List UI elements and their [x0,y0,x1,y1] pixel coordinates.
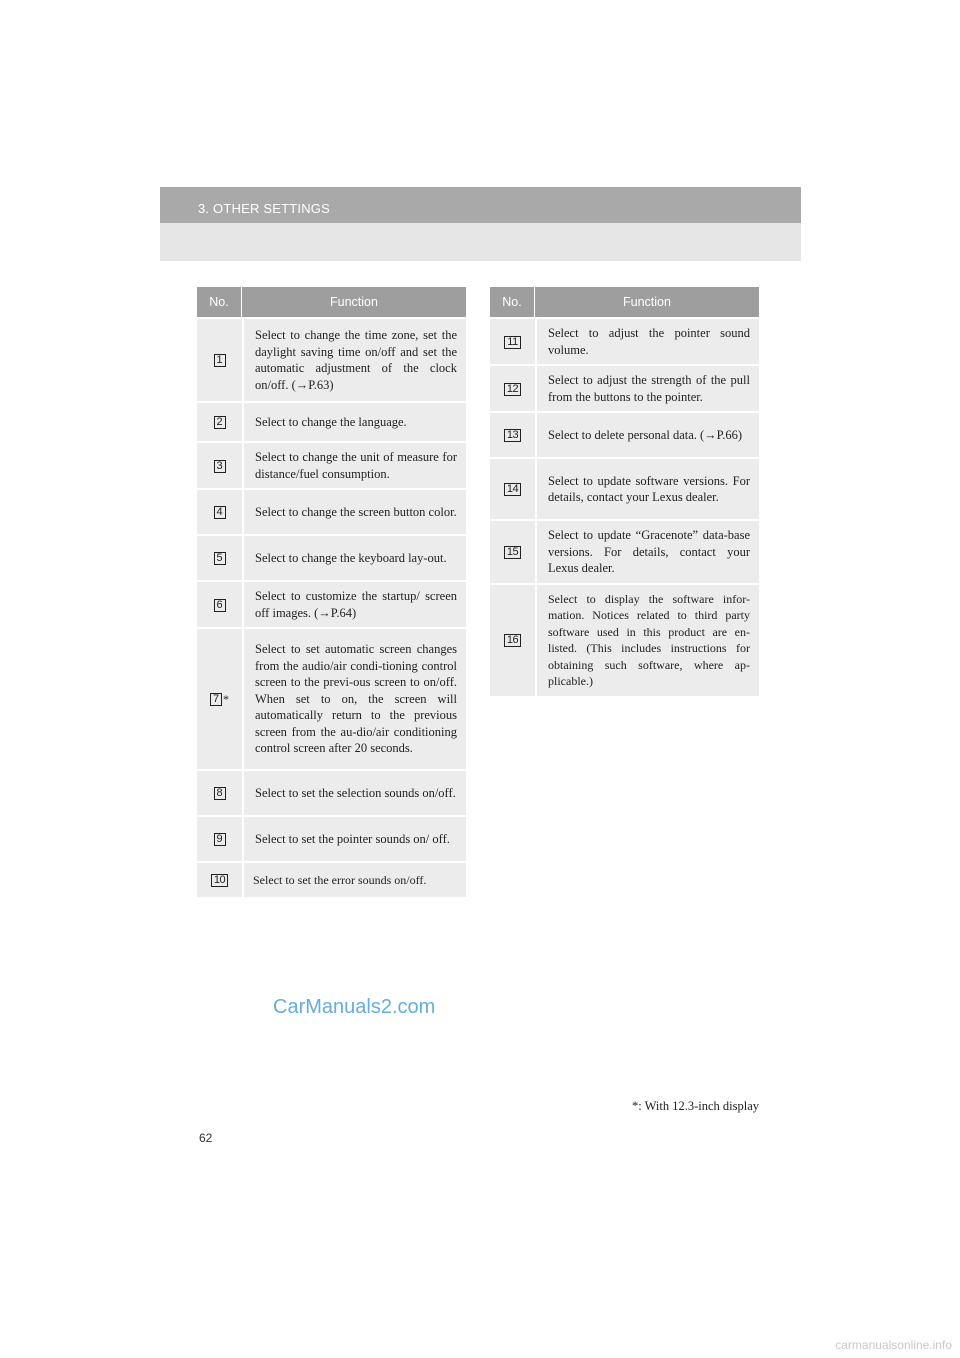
footnote-marker: * [223,691,229,706]
function-description: Select to set the pointer sounds on/ off. [242,815,466,861]
function-description: Select to set the error sounds on/off. [242,861,466,897]
function-description: Select to change the keyboard lay-out. [242,534,466,580]
item-number-badge: 4 [214,506,226,519]
function-description: Select to customize the startup/ screen off images. (→P.64) [242,580,466,627]
table-row [197,815,466,861]
item-number-badge: 5 [214,552,226,565]
function-description: Select to delete personal data. (→P.66) [535,411,759,457]
column-header-no: No. [197,287,242,317]
item-number-badge: 15 [504,546,521,559]
item-number-badge: 8 [214,787,226,800]
column-header-function: Function [535,287,759,317]
table-row [490,519,759,583]
watermark-text: CarManuals2.com [273,996,436,1018]
table-row [197,627,466,769]
footnote: *: With 12.3-inch display [631,1099,759,1113]
table-row [197,488,466,534]
column-header-function: Function [242,287,466,317]
table-row [490,317,759,364]
section-title: 3. OTHER SETTINGS [198,201,330,216]
table-row [490,457,759,519]
function-description: Select to adjust the pointer sound volume. [535,317,759,364]
item-number-badge: 13 [504,429,521,442]
table-row [197,580,466,627]
function-description: Select to change the language. [242,401,466,441]
table-row [197,769,466,815]
item-number-badge: 3 [214,460,226,473]
item-number-badge: 10 [211,874,228,887]
item-number-badge: 6 [214,599,226,612]
table-row [490,411,759,457]
item-number-badge: 16 [504,634,521,647]
function-table-left [197,287,466,897]
table-row [197,317,466,401]
item-number-badge: 11 [504,336,521,349]
function-description: Select to change the screen button color. [242,488,466,534]
function-description: Select to adjust the strength of the pull from the buttons to the pointer. [535,364,759,411]
function-description: Select to set the selection sounds on/off. [242,769,466,815]
item-number-badge: 14 [504,483,521,496]
section-header-subband [160,223,801,261]
table-row [197,441,466,488]
table-row [197,534,466,580]
item-number-badge: 7 [210,693,222,706]
table-row [197,401,466,441]
function-description: Select to display the software infor-mation. Notices related to third party software used in this product are en-listed. (This includes instructions for obtaining such software, where ap-plicable.) [535,583,759,696]
function-description: Select to set automatic screen changes from the audio/air condi-tioning control screen to the previ-ous screen to on/off. When set to on, the screen will automatically return to the previous screen from the au-dio/air conditioning control screen after 20 seconds. [242,627,466,769]
function-description: Select to change the time zone, set the daylight saving time on/off and set the automatic adjustment of the clock on/off. (→P.63) [242,317,466,401]
function-description: Select to change the unit of measure for distance/fuel consumption. [242,441,466,488]
function-description: Select to update “Gracenote” data-base versions. For details, contact your Lexus dealer. [535,519,759,583]
bottom-watermark: carmanualsonline.info [835,1338,952,1352]
table-row [490,364,759,411]
function-table-right [490,287,759,696]
page-number: 62 [199,1131,213,1145]
function-description: Select to update software versions. For details, contact your Lexus dealer. [535,457,759,519]
table-row [197,861,466,897]
item-number-badge: 9 [214,833,226,846]
item-number-badge: 1 [214,354,226,367]
item-number-badge: 2 [214,416,226,429]
item-number-badge: 12 [504,383,521,396]
column-header-no: No. [490,287,535,317]
table-row [490,583,759,696]
